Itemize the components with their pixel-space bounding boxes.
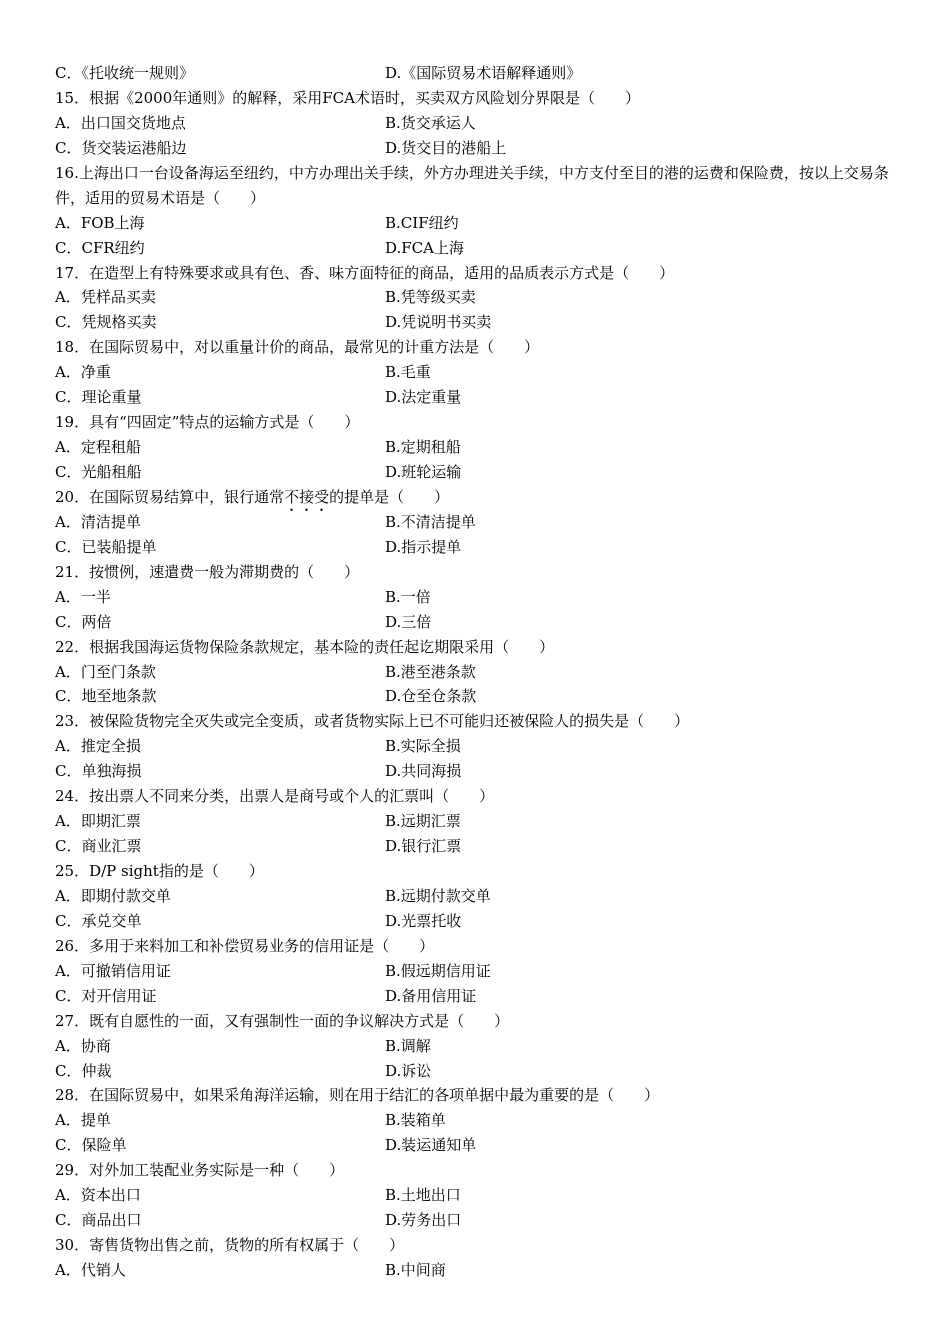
option-b: B.远期汇票: [385, 812, 461, 831]
question-number: 21．: [55, 562, 90, 581]
options-row: [55, 734, 900, 759]
option-d: D.备用信用证: [385, 986, 477, 1005]
option-c: C．承兑交单: [55, 911, 142, 930]
option-c: C．单独海损: [55, 762, 142, 781]
option-a: A．提单: [55, 1111, 111, 1130]
question-23: [55, 709, 900, 734]
question-number: 29．: [55, 1161, 90, 1180]
question-text: 既有自愿性的一面，又有强制性一面的争议解决方式是（ ）: [89, 1011, 510, 1030]
options-row: [55, 1258, 900, 1283]
question-20: [55, 485, 900, 510]
options-row: [55, 510, 900, 535]
options-row: [55, 1183, 900, 1208]
option-b: B.中间商: [385, 1261, 446, 1280]
options-row: [55, 1108, 900, 1133]
question-number: 23．: [55, 712, 90, 731]
options-row: [55, 684, 900, 709]
question-25: [55, 859, 900, 884]
options-row: [55, 385, 900, 410]
option-c: C．地至地条款: [55, 687, 157, 706]
option-b: B.一倍: [385, 587, 431, 606]
option-a: A．即期付款交单: [55, 886, 171, 905]
question-text: 被保险货物完全灭失或完全变质，或者货物实际上已不可能归还被保险人的损失是（ ）: [89, 712, 690, 731]
question-26: [55, 934, 900, 959]
option-d: D.光票托收: [385, 911, 462, 930]
options-row: [55, 460, 900, 485]
question-text: 上海出口一台设备海运至纽约，中方办理出关手续，外方办理进关手续，中方支付至目的港的运费和保险费，按以上交易条件，适用的贸易术语是（ ）: [55, 163, 889, 207]
options-row: [55, 610, 900, 635]
question-number: 18．: [55, 338, 90, 357]
options-row: [55, 1133, 900, 1158]
question-number: 15．: [55, 88, 90, 107]
option-b: B.实际全损: [385, 737, 461, 756]
option-b: B.货交承运人: [385, 113, 476, 132]
question-text: 按出票人不同来分类，出票人是商号或个人的汇票叫（ ）: [89, 787, 495, 806]
question-number: 30．: [55, 1236, 90, 1255]
option-d: D.班轮运输: [385, 463, 462, 482]
options-row: [55, 61, 900, 86]
option-a: A．资本出口: [55, 1186, 141, 1205]
option-a: A．FOB上海: [55, 213, 145, 232]
option-d: D.凭说明书买卖: [385, 313, 492, 332]
option-b: B.土地出口: [385, 1186, 461, 1205]
option-d: D.劳务出口: [385, 1211, 462, 1230]
option-c: C．光船租船: [55, 463, 142, 482]
question-number: 17．: [55, 263, 90, 282]
option-c: C．商品出口: [55, 1211, 142, 1230]
option-c: C．凭规格买卖: [55, 313, 157, 332]
option-b: B.CIF纽约: [385, 213, 459, 232]
option-d: D.三倍: [385, 612, 432, 631]
question-19: [55, 410, 900, 435]
question-text: 对外加工装配业务实际是一种（ ）: [89, 1161, 345, 1180]
option-d: D.银行汇票: [385, 837, 462, 856]
options-row: [55, 959, 900, 984]
options-row: [55, 360, 900, 385]
option-b: B.不清洁提单: [385, 512, 476, 531]
option-c: C．理论重量: [55, 388, 142, 407]
option-c: C．《托收统一规则》: [55, 64, 194, 82]
option-c: C．已装船提单: [55, 537, 157, 556]
option-d: D.货交目的港船上: [385, 138, 507, 157]
option-c: C．保险单: [55, 1136, 127, 1155]
option-a: A．清洁提单: [55, 512, 141, 531]
question-17: [55, 261, 900, 286]
option-c: C．商业汇票: [55, 837, 142, 856]
option-a: A．即期汇票: [55, 812, 141, 831]
question-text: 在国际贸易结算中，银行通常: [89, 487, 285, 506]
question-number: 20．: [55, 487, 90, 506]
options-row: [55, 136, 900, 161]
option-d: D.法定重量: [385, 388, 462, 407]
question-text: 根据《2000年通则》的解释，采用FCA术语时，买卖双方风险划分界限是（ ）: [89, 88, 640, 107]
option-a: A．协商: [55, 1036, 111, 1055]
question-text: 在国际贸易中，如果采角海洋运输，则在用于结汇的各项单据中最为重要的是（ ）: [89, 1086, 660, 1105]
question-16: [55, 161, 900, 211]
options-row: [55, 1059, 900, 1084]
option-b: B.假远期信用证: [385, 961, 491, 980]
question-29: [55, 1158, 900, 1183]
question-text: 多用于来料加工和补偿贸易业务的信用证是（ ）: [89, 936, 435, 955]
question-30: [55, 1233, 900, 1258]
question-text: D/P sight指的是（ ）: [89, 862, 264, 881]
option-d: D.诉讼: [385, 1061, 432, 1080]
question-number: 27．: [55, 1011, 90, 1030]
option-d: D.指示提单: [385, 537, 462, 556]
option-c: C．仲裁: [55, 1061, 112, 1080]
option-d: D.装运通知单: [385, 1136, 477, 1155]
question-number: 19．: [55, 413, 90, 432]
question-text: 寄售货物出售之前，货物的所有权属于（ ）: [89, 1236, 405, 1255]
question-28: [55, 1083, 900, 1108]
question-number: 28．: [55, 1086, 90, 1105]
options-row: [55, 435, 900, 460]
options-row: [55, 236, 900, 261]
options-row: [55, 884, 900, 909]
options-row: [55, 984, 900, 1009]
option-b: B.港至港条款: [385, 662, 476, 681]
options-row: [55, 660, 900, 685]
option-a: A．凭样品买卖: [55, 288, 156, 307]
option-a: A．净重: [55, 363, 111, 382]
options-row: [55, 809, 900, 834]
option-a: A．定程租船: [55, 438, 141, 457]
option-b: B.调解: [385, 1036, 431, 1055]
question-text: 按惯例，速遣费一般为滞期费的（ ）: [89, 562, 360, 581]
options-row: [55, 1034, 900, 1059]
option-b: B.装箱单: [385, 1111, 446, 1130]
option-d: D.仓至仓条款: [385, 687, 477, 706]
option-c: C．对开信用证: [55, 986, 157, 1005]
option-a: A．出口国交货地点: [55, 113, 186, 132]
options-row: [55, 759, 900, 784]
question-text-end: 的提单是（ ）: [329, 487, 450, 506]
options-row: [55, 834, 900, 859]
question-number: 25．: [55, 862, 90, 881]
question-27: [55, 1009, 900, 1034]
option-b: B.远期付款交单: [385, 886, 491, 905]
question-text: 根据我国海运货物保险条款规定，基本险的责任起讫期限采用（ ）: [89, 637, 555, 656]
question-18: [55, 335, 900, 360]
options-row: [55, 585, 900, 610]
option-a: A．门至门条款: [55, 662, 156, 681]
question-15: [55, 86, 900, 111]
option-a: A．可撤销信用证: [55, 961, 171, 980]
option-a: A．推定全损: [55, 737, 141, 756]
option-d: D.《国际贸易术语解释通则》: [385, 64, 582, 82]
options-row: [55, 211, 900, 236]
question-number: 24．: [55, 787, 90, 806]
option-b: B.凭等级买卖: [385, 288, 476, 307]
question-text: 具有“四固定”特点的运输方式是（ ）: [89, 413, 360, 432]
question-text: 在国际贸易中，对以重量计价的商品，最常见的计重方法是（ ）: [89, 338, 540, 357]
question-24: [55, 784, 900, 809]
question-21: [55, 560, 900, 585]
options-row: [55, 535, 900, 560]
options-row: [55, 310, 900, 335]
options-row: [55, 111, 900, 136]
option-a: A．代销人: [55, 1261, 126, 1280]
options-row: [55, 1208, 900, 1233]
exam-document: [55, 61, 900, 1283]
question-22: [55, 635, 900, 660]
options-row: [55, 909, 900, 934]
options-row: [55, 285, 900, 310]
emphasized-text: 不接受: [284, 487, 330, 506]
option-d: D.FCA上海: [385, 238, 464, 257]
option-a: A．一半: [55, 587, 111, 606]
question-text: 在造型上有特殊要求或具有色、香、味方面特征的商品，适用的品质表示方式是（ ）: [89, 263, 675, 282]
option-d: D.共同海损: [385, 762, 462, 781]
question-number: 16.: [55, 163, 79, 182]
option-b: B.定期租船: [385, 438, 461, 457]
question-number: 22．: [55, 637, 90, 656]
option-c: C．CFR纽约: [55, 238, 145, 257]
option-c: C．两倍: [55, 612, 112, 631]
question-number: 26．: [55, 936, 90, 955]
option-b: B.毛重: [385, 363, 431, 382]
option-c: C．货交装运港船边: [55, 138, 187, 157]
